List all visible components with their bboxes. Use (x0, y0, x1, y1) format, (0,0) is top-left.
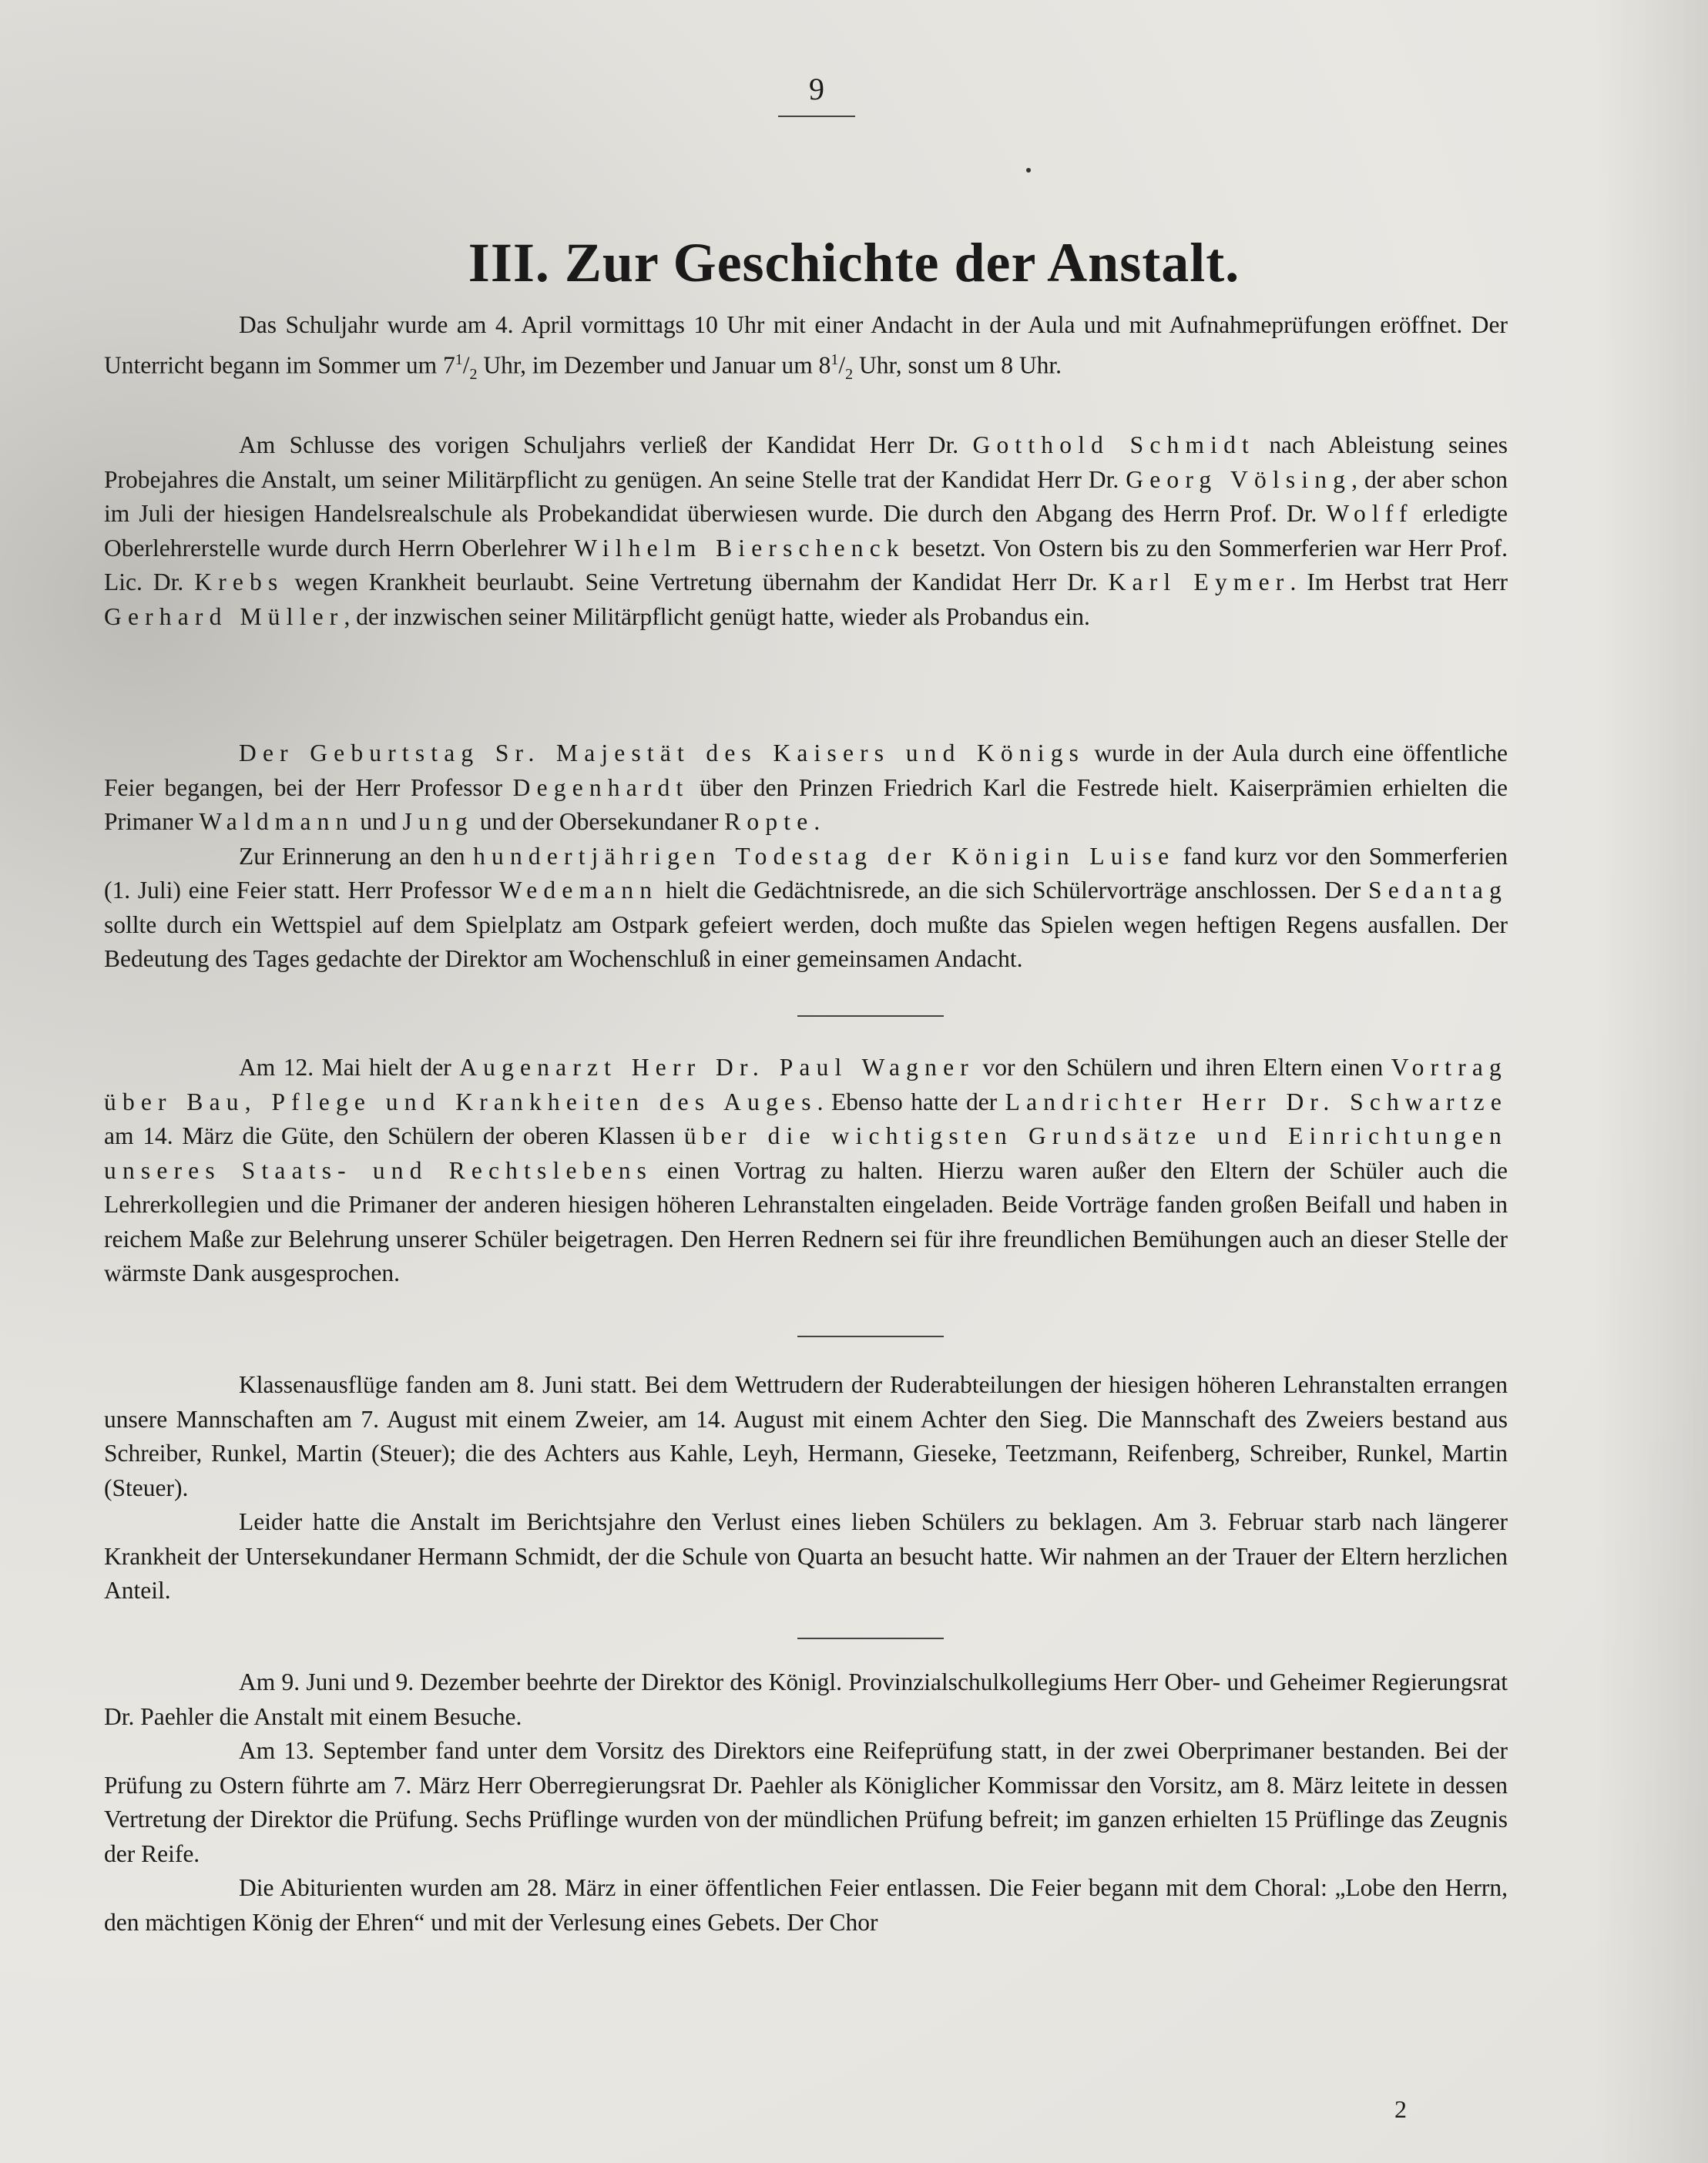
text-run: Uhr, im Dezember und Januar um 8 (477, 351, 831, 378)
paragraph (104, 308, 1508, 391)
text-run: am 14. März die Güte, den Schülern der oberen Klassen (104, 1122, 684, 1149)
text-run: Am Schlusse des vorigen Schuljahrs verließ der Kandidat Herr Dr. (239, 431, 973, 458)
spaced-emphasis: Der Geburtstag Sr. Majestät des Kaisers und Königs (239, 739, 1086, 766)
text-run: / (838, 351, 846, 378)
spaced-emphasis: Degenhardt (512, 773, 690, 801)
spaced-emphasis: Waldmann (199, 808, 354, 835)
paragraph (104, 1051, 1508, 1291)
paragraph-group-exams (104, 1665, 1508, 1940)
text-run: Uhr, sonst um 8 Uhr. (853, 351, 1062, 378)
separator-block-1 (104, 1015, 1508, 1017)
spaced-emphasis: Gerhard Müller (104, 602, 344, 630)
text-run: und (354, 808, 403, 835)
text-run: über den Prinzen Friedrich Karl die Festrede hielt. Kaiserprämien erhielten die Primaner (104, 773, 1508, 835)
paragraph (104, 428, 1508, 634)
spaced-emphasis: Krebs (194, 568, 284, 595)
separator-block-2 (104, 1336, 1508, 1337)
separator-rule (797, 1015, 944, 1017)
text-run: hielt die Gedächtnisrede, an die sich Schülervorträge anschlossen. Der (658, 877, 1369, 904)
spaced-emphasis: Karl Eymer (1108, 568, 1290, 595)
text-run: vor den Schülern und ihren Eltern einen (974, 1054, 1391, 1081)
text-run: , der inzwischen seiner Militärpflicht genügt hatte, wieder als Probandus ein. (344, 602, 1090, 630)
printer-signature: 2 (1394, 2095, 1407, 2123)
spaced-emphasis: hundertjährigen Todestag der Königin Luise (473, 842, 1176, 870)
paragraph-opening (104, 308, 1508, 391)
text-run: wurde in der Aula durch eine öffentliche Feier begangen, bei der Herr Professor (104, 739, 1508, 801)
text-run: erledigte Oberlehrerstelle wurde durch Herrn Oberlehrer (104, 500, 1508, 562)
text-run: wegen Krankheit beurlaubt. Seine Vertretung übernahm der Kandidat Herr Dr. (284, 568, 1109, 595)
text-run: sollte durch ein Wettspiel auf dem Spielplatz am Ostpark gefeiert werden, doch mußte das Spielen wegen heftigen Regens ausfallen. Der Bedeutung des Tages gedachte der Direktor am Wochenschluß in einer gemeinsamen Andacht. (104, 910, 1508, 972)
paragraph (104, 1665, 1508, 1734)
spaced-emphasis: Wolff (1326, 500, 1414, 527)
spaced-emphasis: über die wichtigsten Grundsätze und Einrichtungen unseres Staats- und Rechtslebens (104, 1122, 1508, 1184)
fraction-numerator: 1 (831, 350, 839, 368)
text-run: fand kurz vor den Sommerferien (1. Juli) eine Feier statt. Herr Professor (104, 842, 1508, 904)
spaced-emphasis: Wedemann (498, 877, 659, 904)
text-run: Am 12. Mai hielt der (239, 1054, 460, 1081)
spaced-emphasis: Jung (402, 808, 474, 835)
paragraph-group-events (104, 1368, 1508, 1608)
fraction-denominator: 2 (845, 365, 854, 383)
paragraph (104, 1871, 1508, 1940)
spaced-emphasis: Landrichter Herr Dr. Schwartze (1005, 1088, 1508, 1115)
paragraph (104, 1368, 1508, 1505)
text-run: / (462, 351, 470, 378)
fraction-numerator: 1 (455, 350, 463, 368)
text-run: nach Ableistung seines Probejahres die Anstalt, um seiner Militärpflicht zu genügen. An seine Stelle trat der Kandidat Herr Dr. (104, 431, 1508, 493)
paragraph-lectures (104, 1051, 1508, 1291)
text-run: Am 9. Juni und 9. Dezember beehrte der Direktor des Königl. Provinzialschulkollegiums Herr Ober- und Geheimer Regierungsrat Dr. Paehler die Anstalt mit einem Besuche. (104, 1668, 1508, 1730)
text-run: besetzt. Von Ostern bis zu den Sommerferien war Herr Prof. Lic. Dr. (104, 534, 1508, 595)
spaced-emphasis: Wilhelm Bierschenck (574, 534, 905, 562)
spaced-emphasis: Georg Völsing (1126, 465, 1352, 493)
text-run: Klassenausflüge fanden am 8. Juni statt. Bei dem Wettrudern der Ruderabteilungen der hiesigen höheren Lehranstalten errangen unsere Mannschaften am 7. August mit einem Zweier, am 14. August mit einem Achter den Sieg. Die Mannschaft des Zweiers bestand aus Schreiber, Runkel, Martin (Steuer); die des Achters aus Kahle, Leyh, Hermann, Gieseke, Teetzmann, Reifenberg, Schreiber, Runkel, Martin (Steuer). (104, 1371, 1508, 1501)
text-run: . Ebenso hatte der (817, 1088, 1005, 1115)
text-run: einen Vortrag zu halten. Hierzu waren außer den Eltern der Schüler auch die Lehrerkollegien und die Primaner der anderen hiesigen höheren Lehranstalten eingeladen. Beide Vorträge fanden großen Beifall und haben in reichem Maße zur Belehrung unserer Schüler beigetragen. Den Herren Rednern sei für ihre freundlichen Bemühungen auch an dieser Stelle der wärmste Dank ausgesprochen. (104, 1156, 1508, 1286)
text-run: Am 13. September fand unter dem Vorsitz des Direktors eine Reifeprüfung statt, in der zwei Oberprimaner bestanden. Bei der Prüfung zu Ostern führte am 7. März Herr Oberregierungsrat Dr. Paehler als Königlicher Kommissar den Vorsitz, am 8. März leitete in dessen Vertretung der Direktor die Prüfung. Sechs Prüflinge wurden von der mündlichen Prüfung befreit; im ganzen erhielten 15 Prüflinge das Zeugnis der Reife. (104, 1737, 1508, 1867)
separator-rule (797, 1638, 944, 1639)
text-run: und der Obersekundaner (473, 808, 725, 835)
spaced-emphasis: Vortrag über Bau, Pflege und Krankheiten des Auges (104, 1054, 1508, 1115)
paragraph (104, 840, 1508, 977)
paragraph-staff (104, 428, 1508, 634)
paragraph (104, 1734, 1508, 1871)
section-title: III. Zur Geschichte der Anstalt. (468, 232, 1240, 293)
separator-block-3 (104, 1638, 1508, 1639)
text-run: . Im Herbst trat Herr (1290, 568, 1508, 595)
paragraph (104, 1505, 1508, 1608)
page-fold-shadow (1595, 0, 1708, 2163)
printer-dot (1026, 168, 1031, 173)
text-run: Die Abiturienten wurden am 28. März in einer öffentlichen Feier entlassen. Die Feier begann mit dem Choral: „Lobe den Herrn, den mächtigen König der Ehren“ und mit der Verlesung eines Gebets. Der Chor (104, 1874, 1508, 1936)
spaced-emphasis: Gotthold Schmidt (972, 431, 1255, 458)
spaced-emphasis: Sedantag (1368, 877, 1508, 904)
paragraph (104, 736, 1508, 840)
spaced-emphasis: Ropte (724, 808, 814, 835)
separator-rule (797, 1336, 944, 1337)
spaced-emphasis: Augenarzt Herr Dr. Paul Wagner (459, 1054, 975, 1081)
fraction-denominator: 2 (469, 365, 478, 383)
text-run: , der aber schon im Juli der hiesigen Handelsrealschule als Probekandidat überwiesen wurde. Die durch den Abgang des Herrn Prof. Dr. (104, 465, 1508, 527)
text-run: . (814, 808, 820, 835)
text-run: Das Schuljahr wurde am 4. April vormittags 10 Uhr mit einer Andacht in der Aula und mit Aufnahmeprüfungen eröffnet. Der Unterricht begann im Sommer um 7 (104, 311, 1508, 378)
page-number: 9 (809, 72, 824, 106)
text-run: Leider hatte die Anstalt im Berichtsjahre den Verlust eines lieben Schülers zu beklagen. Am 3. Februar starb nach längerer Krankheit der Untersekundaner Hermann Schmidt, der die Schule von Quarta an besucht hatte. Wir nahmen an der Trauer der Eltern herzlichen Anteil. (104, 1508, 1508, 1604)
text-run: Zur Erinnerung an den (239, 842, 474, 870)
page-number-rule (778, 116, 855, 117)
paragraph-group-celebrations (104, 736, 1508, 977)
